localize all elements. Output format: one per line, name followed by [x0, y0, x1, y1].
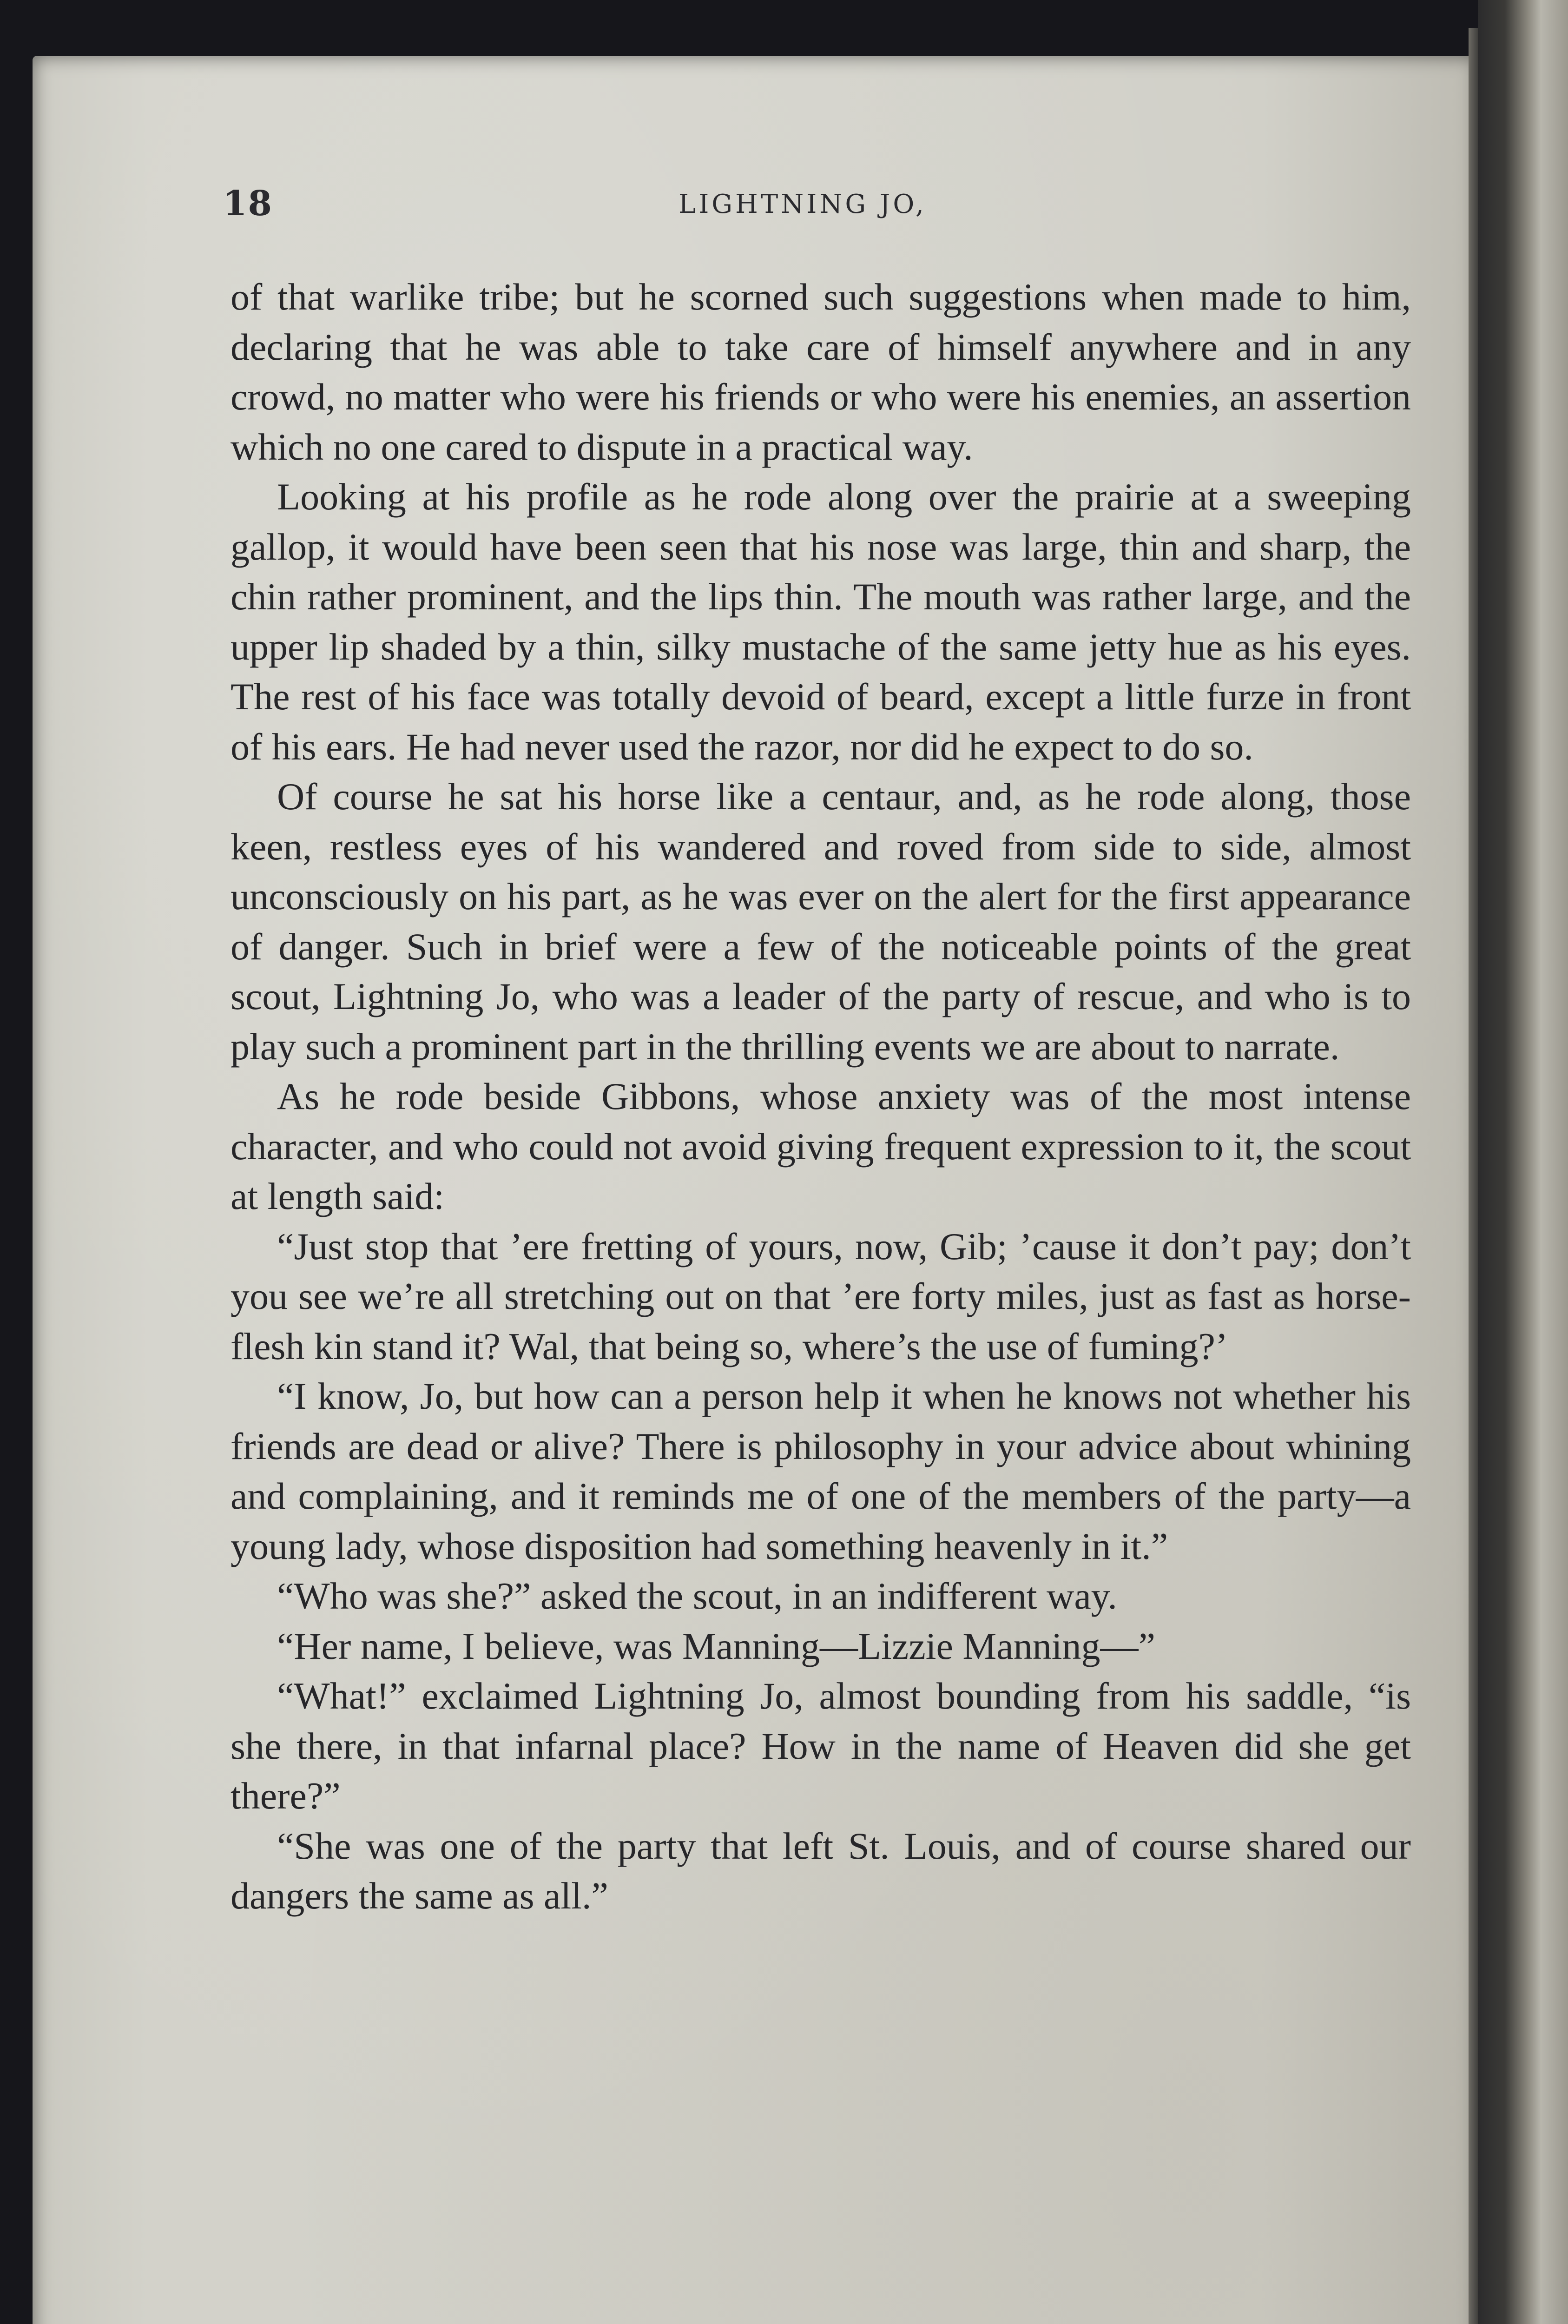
paragraph: “Who was she?” asked the scout, in an indifferent way.: [277, 1575, 1117, 1617]
book-gutter: [1478, 0, 1568, 2324]
paragraph: Looking at his profile as he rode along over the prairie at a sweeping gallop, it would have been seen that his nose was large, thin and sharp, the chin rather prominent, and the lips thin. The mouth was rather large, and the upper lip shaded by a thin, silky mustache of the same jetty hue as his eyes. The rest of his face was totally devoid of beard, except a little furze in front of his ears. He had never used the razor, nor did he expect to do so.: [231, 475, 1411, 768]
paragraph: of that warlike tribe; but he scorned such suggestions when made to him, declaring that he was able to take care of himself anywhere and in any crowd, no matter who were his friends or who were his enemies, an assertion which no one cared to dispute in a practical way.: [231, 276, 1411, 468]
running-title: LIGHTNING JO,: [679, 189, 927, 219]
paragraph: “I know, Jo, but how can a person help it when he knows not whether his friends are dead or alive? There is philosophy in your advice about whining and complaining, and it reminds me of one of the members of the party—a young lady, whose disposition had something heavenly in it.”: [231, 1375, 1411, 1567]
paragraph: “She was one of the party that left St. Louis, and of course shared our dangers the same as all.”: [231, 1824, 1411, 1917]
running-header: [223, 184, 1413, 225]
body-text: [231, 272, 1411, 1921]
paragraph: “Her name, I believe, was Manning—Lizzie Manning—”: [277, 1624, 1155, 1667]
paragraph: “What!” exclaimed Lightning Jo, almost bounding from his saddle, “is she there, in that infarnal place? How in the name of Heaven did she get there?”: [231, 1675, 1411, 1817]
paragraph: Of course he sat his horse like a centaur, and, as he rode along, those keen, restless eyes of his wandered and roved from side to side, almost unconsciously on his part, as he was ever on the alert for the first appearance of danger. Such in brief were a few of the noticeable points of the great scout, Lightning Jo, who was a leader of the party of rescue, and who is to play such a prominent part in the thrilling events we are about to narrate.: [231, 775, 1411, 1068]
paragraph: As he rode beside Gibbons, whose anxiety was of the most intense character, and who could not avoid giving frequent expression to it, the scout at length said:: [231, 1075, 1411, 1217]
paragraph: “Just stop that ’ere fretting of yours, now, Gib; ’cause it don’t pay; don’t you see we’re all stretching out on that ’ere forty miles, just as fast as horse-flesh kin stand it? Wal, that being so, where’s the use of fuming?’: [231, 1225, 1411, 1367]
page-number: 18: [223, 184, 273, 224]
